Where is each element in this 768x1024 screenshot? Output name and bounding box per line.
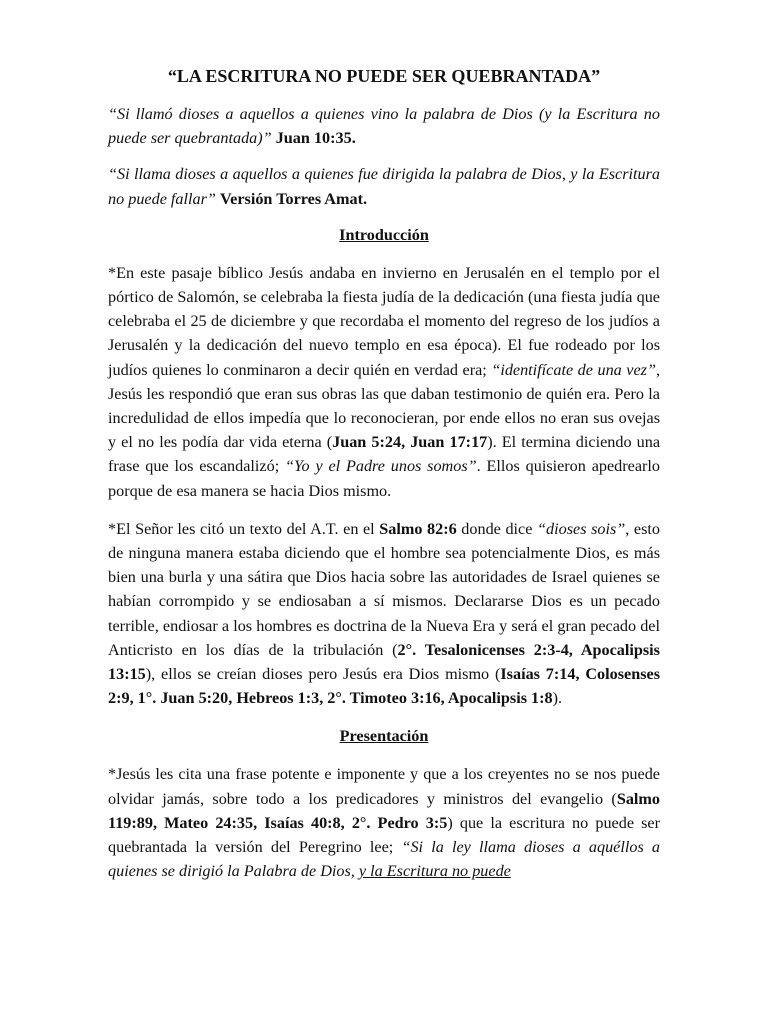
italic-quote: “dioses sois”	[537, 519, 626, 538]
bible-reference: Salmo 119:89, Mateo 24:35, Isaías 40:8, 2°. Pedro 3:5	[108, 789, 660, 832]
text-run: ). El termina diciendo una frase que los escandalizó;	[108, 433, 661, 476]
underlined-quote: y la Escritura no puede	[358, 862, 511, 881]
bible-reference: Juan 5:24, Juan 17:17	[332, 433, 488, 452]
quote-reference: Juan 10:35.	[275, 129, 356, 148]
paragraph-intro	[108, 261, 660, 503]
paragraph-salmo	[108, 517, 660, 711]
text-run: *Jesús les cita una frase potente e imponente y que a los creyentes no se nos puede olvidar jamás, sobre todo a los predicadores y ministros del evangelio (	[108, 765, 660, 808]
text-run: *El Señor les citó un texto del A.T. en el	[108, 519, 380, 538]
opening-quote-torres-amat	[108, 162, 660, 210]
text-run: ) que la escritura no puede ser quebrantada la versión del Peregrino lee;	[108, 813, 661, 857]
italic-quote: “Si la ley llama dioses a aquéllos a quienes se dirigió la Palabra de Dios,	[108, 838, 660, 881]
quote-reference: Versión Torres Amat.	[219, 189, 368, 208]
opening-quote-juan	[108, 102, 660, 150]
bible-reference: Isaías 7:14, Colosenses 2:9, 1°. Juan 5:20, Hebreos 1:3, 2°. Timoteo 3:16, Apocalipsis 1:8	[108, 665, 660, 708]
bible-reference: 2°. Tesalonicenses 2:3-4, Apocalipsis 13:15	[108, 640, 660, 684]
quote-text: “Si llama dioses a aquellos a quienes fue dirigida la palabra de Dios, y la Escritura no puede fallar”	[108, 165, 660, 208]
text-run: ).	[552, 689, 563, 708]
text-run: , Jesús les respondió que eran sus obras las que daban testimonio de quién era. Pero la incredulidad de ellos impedía que lo reconocieran, por ende ellos no eran sus ovejas y el no les podía dar vida eterna (	[108, 360, 661, 452]
paragraph-presentacion	[108, 762, 660, 883]
text-run: , esto de ninguna manera estaba diciendo que el hombre sea potencialmente Dios, es más bien una burla y una sátira que Dios hacia sobre las autoridades de Israel quienes se habían corrompido y se endiosaban a sí mismos. Declararse Dios es un pecado terrible, endiosar a los hombres es doctrina de la Nueva Era y será el gran pecado del Anticristo en los días de la tribulación (	[108, 519, 660, 659]
italic-quote: “Yo y el Padre unos somos”	[285, 457, 477, 476]
text-run: . Ellos quisieron apedrearlo porque de esa manera se hacia Dios mismo.	[108, 457, 660, 500]
section-heading-introduccion: Introducción	[339, 225, 429, 244]
bible-reference: Salmo 82:6	[379, 519, 457, 538]
text-run: ), ellos se creían dioses pero Jesús era Dios mismo (	[145, 665, 501, 684]
document-page	[108, 64, 660, 897]
section-heading-presentacion: Presentación	[339, 727, 429, 746]
text-run: *En este pasaje bíblico Jesús andaba en invierno en Jerusalén en el templo por el pórtico de Salomón, se celebraba la fiesta judía de la dedicación (una fiesta judía que celebraba el 25 de diciembre y que recordaba el momento del regreso de los judíos a Jerusalén y la dedicación del nuevo templo en esa época). El fue rodeado por los judíos quienes lo conminaron a decir quién en verdad era;	[108, 263, 660, 379]
quote-text: “Si llamó dioses a aquellos a quienes vino la palabra de Dios (y la Escritura no puede ser quebrantada)”	[108, 105, 660, 148]
italic-quote: “identifícate de una vez”	[491, 360, 656, 379]
text-run: donde dice	[456, 519, 538, 538]
document-title: “LA ESCRITURA NO PUEDE SER QUEBRANTADA”	[167, 66, 601, 86]
